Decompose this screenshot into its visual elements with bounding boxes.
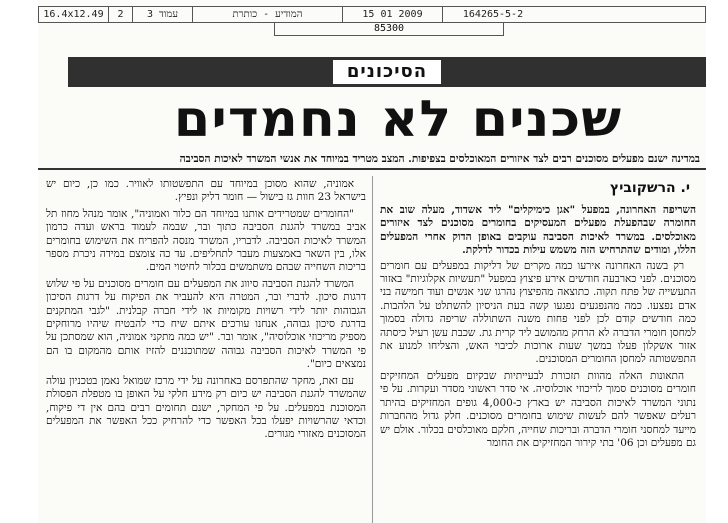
section-banner <box>68 57 706 87</box>
lead-paragraph: השריפה האחרונה, במפעל "אגן כימיקלים" ליד אשדוד, מעלה שוב את החומרה שבהפעלת מפעלים המעסיקים בחומרים מסוכנים לצד איזורים מאוכלסים. במשרד לאיכות הסביבה עוקבים באופן הדוק אחרי המפעלים הללו, ומודים שהתרחיש הזה משמש עילות בכדור לדלקת. <box>380 204 696 257</box>
headline: שכנים לא נחמדים <box>173 90 623 148</box>
header-date: 15 01 2009 <box>343 7 443 22</box>
byline: י. הרשקוביץ <box>609 180 690 196</box>
body-paragraph: עם זאת, מחקר שהתפרסם באחרונה על ידי מרכז שמואל נאמן בטכניון עולה שהמשרד להגנת הסביבה יש כיום רק מידע חלקי על האופן בו מטפלת הפסולת המסוכנת במפעלים. על פי המחקר, ישנם תחומים רבים בהם אין די פיקוח, וכדאי שהרשויות יפעלו בכל האפשר כדי להרחיק ככל האפשר את המפעלים המסוכנים מאזורי מגורים. <box>46 374 366 441</box>
newspaper-clipping <box>38 0 706 523</box>
clipping-header <box>38 6 706 23</box>
body-paragraph: אמוניה, שהוא מסוכן במיוחד עם התפשטותו לאוויר. כמו כן, כיום יש בישראל 23 חוות גז בישול — חומר דליק ונפיץ. <box>46 178 366 204</box>
body-paragraph: "החומרים שמטרידים אותנו במיוחד הם כלור ואמוניה", אומר מנהל מחוז תל אביב במשרד להגנת הסביבה כתוך ובר, שבמה לעמוד בראש ועדה כרמון המשרד לאיכות הסביבה. לדבריו, המשרד מנסה להפריח את השימוש בחומרים אלו, בין השאר באמצעות מעבר לתחליפים. עד כה צומצם במידה ניכרת מספר בריכות השחייה שבהם משתמשים בכלור לחיטוי המים. <box>46 207 366 274</box>
header-size: 16.4x12.49 <box>39 7 109 22</box>
article-column-right <box>380 178 696 523</box>
body-paragraph: רק בשנה האחרונה אירעו כמה מקרים של דליקות במפעלים עם חומרים מסוכנים. לפני כארבעה חודשים אירע פיצוץ במפעל "תעשיות אקלוגיות" באזור התעשייה של פתח תקוה. כתוצאה מהפיצוץ נהרגו שני אנשים ועוד חמישה בני אדם נפצעו. כמה מהנפגעים נפגעו קשה בעת הניסיון להשתלט על הלהבות. כמה חודשים קודם לכן לפני פחות משנה השתוללה שריפה גדולה בסמוך למחסן חומרי הדברה לא הרחק מהמושב ליד קרית גת. שכבת עשן רעיל כיסתה אזור אשקלון פעלו במשך שעות ארוכות לכיבוי האש, והצליחו למנוע את התפשטותה למחסן החומרים המסוכנים. <box>380 259 696 366</box>
divider-rule <box>38 168 706 170</box>
header-number: 2 <box>109 7 133 22</box>
column-divider <box>372 176 373 523</box>
body-paragraph: התאונות האלה מהוות תזכורת לבעייתיות שבקיום מפעלים המחזיקים חומרים מסוכנים סמוך לריכוזי אוכלוסיה. אי סדר ראשוני מסדר ועקרות. על פי נתוני המשרד לאיכות הסביבה יש בארץ כ-4,000 גופים המחזיקים בהיתר רעלים שאפשר להם לעשות שימוש בחומרים מסוכנים. חלק גדול מהחברות מייעד למחסני חומרי הדברה ובריכות שחייה, חלקם מאוכלסים בכלור. אולם יש גם מפעלים וכן 06' בתי קירור המחזיקים את החומר <box>380 369 696 449</box>
header-code: 85300 <box>274 23 504 36</box>
subhead: במדינה ישנם מפעלים מסוכנים רבים לצד איזורים המאוכלסים בצפיפות. המצב מטריד במיוחד את אנשי המשרד לאיכות הסביבה <box>179 153 700 165</box>
header-publication: המודיע - כותרת <box>193 7 343 22</box>
section-label: הסיכונים <box>333 60 441 84</box>
header-id: 164265-5-2 <box>462 9 524 20</box>
body-paragraph: המשרד להגנת הסביבה סיווג את המפעלים עם חומרים מסוכנים על פי שלוש דרגות סיכון. לדברי ובר, המטרה היא להעביר את הפיקוח על דרגות הסיכון הגבוהות יותר לידי רשויות מקומיות או לידי חברה קבלנית. "לגבי המתקנים בדרגת סיכון גבוהה, אנחנו עורכים איתם שיח כדי להבטיח שיהיו מרוחקים מספיק מריכוזי אוכלוסיה", אומר ובר. "יש כמה מתקני אמוניה, הוא שמסתכן על פי המשרד לאיכות הסביבה גבוהה שמתוכננים להזיז אותם מהמקום בו הם נמצאים כיום". <box>46 277 366 371</box>
header-page: עמוד 3 <box>133 7 193 22</box>
article-column-left <box>46 178 366 523</box>
